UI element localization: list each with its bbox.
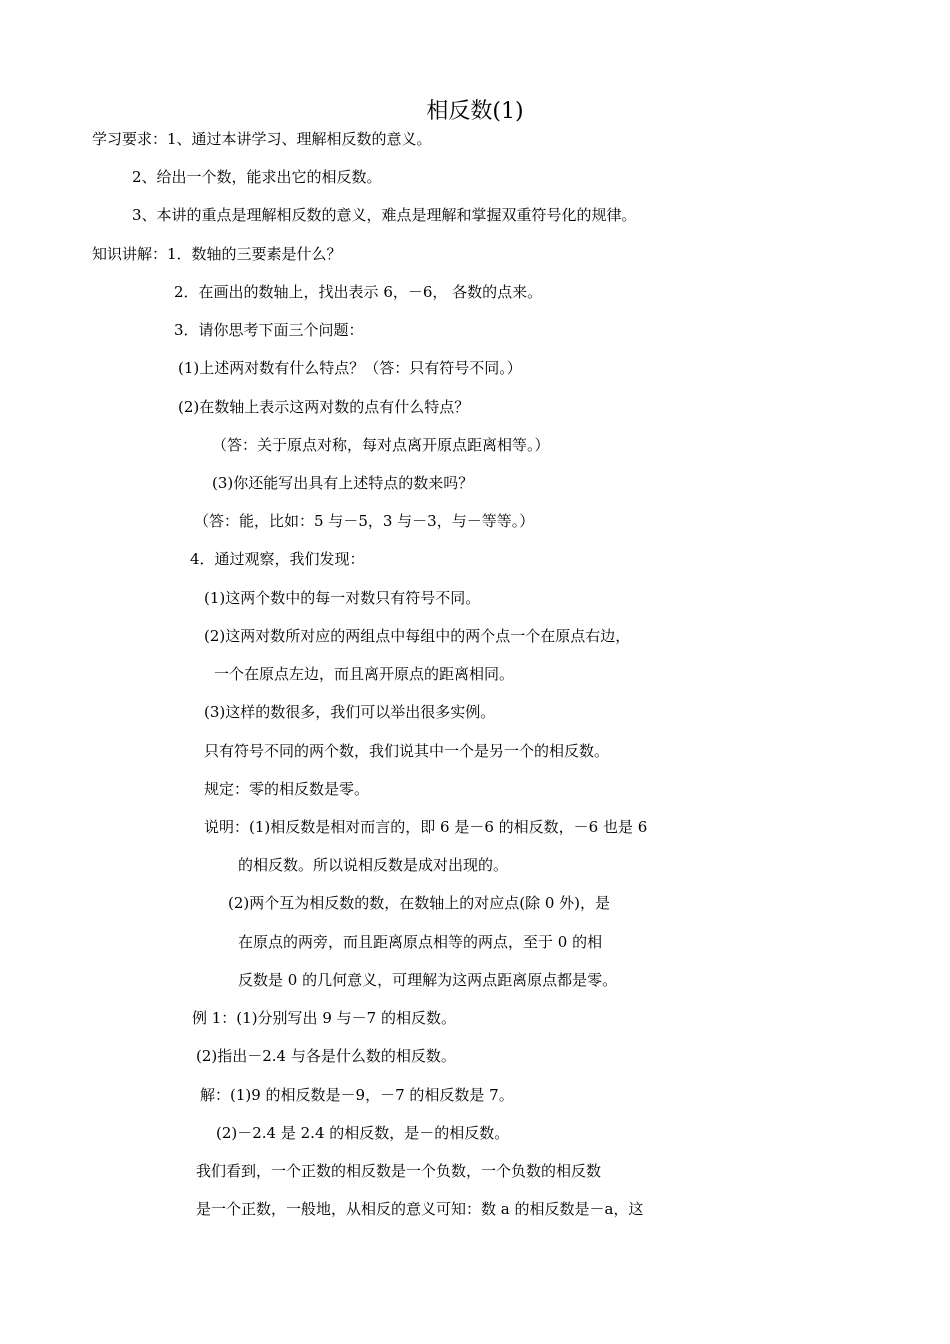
text-line: 反数是 0 的几何意义，可理解为这两点距离原点都是零。	[238, 971, 618, 989]
document-title: 相反数(1)	[426, 99, 524, 124]
text-line: (2)－2.4 是 2.4 的相反数，是－的相反数。	[216, 1124, 510, 1142]
text-line: (2)在数轴上表示这两对数的点有什么特点？	[178, 398, 470, 416]
text-line: 解：(1)9 的相反数是－9，－7 的相反数是 7。	[200, 1086, 514, 1104]
text-line: 3．请你思考下面三个问题：	[174, 321, 364, 339]
text-line: (3)你还能写出具有上述特点的数来吗？	[212, 474, 474, 492]
text-line: (3)这样的数很多，我们可以举出很多实例。	[204, 703, 496, 721]
text-line: 例 1：(1)分别写出 9 与－7 的相反数。	[192, 1009, 456, 1027]
text-line: (1)上述两对数有什么特点？（答：只有符号不同。）	[178, 359, 522, 377]
text-line: 是一个正数，一般地，从相反的意义可知：数 a 的相反数是－a，这	[196, 1200, 644, 1218]
text-line: (2)两个互为相反数的数，在数轴上的对应点(除 0 外)，是	[228, 894, 611, 912]
text-line: 学习要求：1、通过本讲学习、理解相反数的意义。	[92, 130, 432, 148]
text-line: 4．通过观察，我们发现：	[190, 550, 365, 568]
text-line: 2．在画出的数轴上，找出表示 6，－6， 各数的点来。	[174, 283, 543, 301]
text-line: (1)这两个数中的每一对数只有符号不同。	[204, 589, 481, 607]
text-line: 一个在原点左边，而且离开原点的距离相同。	[214, 665, 515, 683]
text-line: 在原点的两旁，而且距离原点相等的两点，至于 0 的相	[238, 933, 603, 951]
text-line: 我们看到，一个正数的相反数是一个负数，一个负数的相反数	[196, 1162, 602, 1180]
text-line: 3、本讲的重点是理解相反数的意义，难点是理解和掌握双重符号化的规律。	[132, 206, 637, 224]
text-line: 说明：(1)相反数是相对而言的，即 6 是－6 的相反数，－6 也是 6	[204, 818, 648, 836]
text-line: 只有符号不同的两个数，我们说其中一个是另一个的相反数。	[204, 742, 610, 760]
text-line: （答：关于原点对称，每对点离开原点距离相等。）	[212, 436, 550, 454]
text-line: 知识讲解：1．数轴的三要素是什么？	[92, 245, 342, 263]
text-line: 2、给出一个数，能求出它的相反数。	[132, 168, 382, 186]
text-line: (2)这两对数所对应的两组点中每组中的两个点一个在原点右边，	[204, 627, 631, 645]
text-line: （答：能，比如：5 与－5，3 与－3，与－等等。）	[194, 512, 535, 530]
text-line: (2)指出－2.4 与各是什么数的相反数。	[196, 1047, 456, 1065]
text-line: 规定：零的相反数是零。	[204, 780, 370, 798]
text-line: 的相反数。所以说相反数是成对出现的。	[238, 856, 509, 874]
